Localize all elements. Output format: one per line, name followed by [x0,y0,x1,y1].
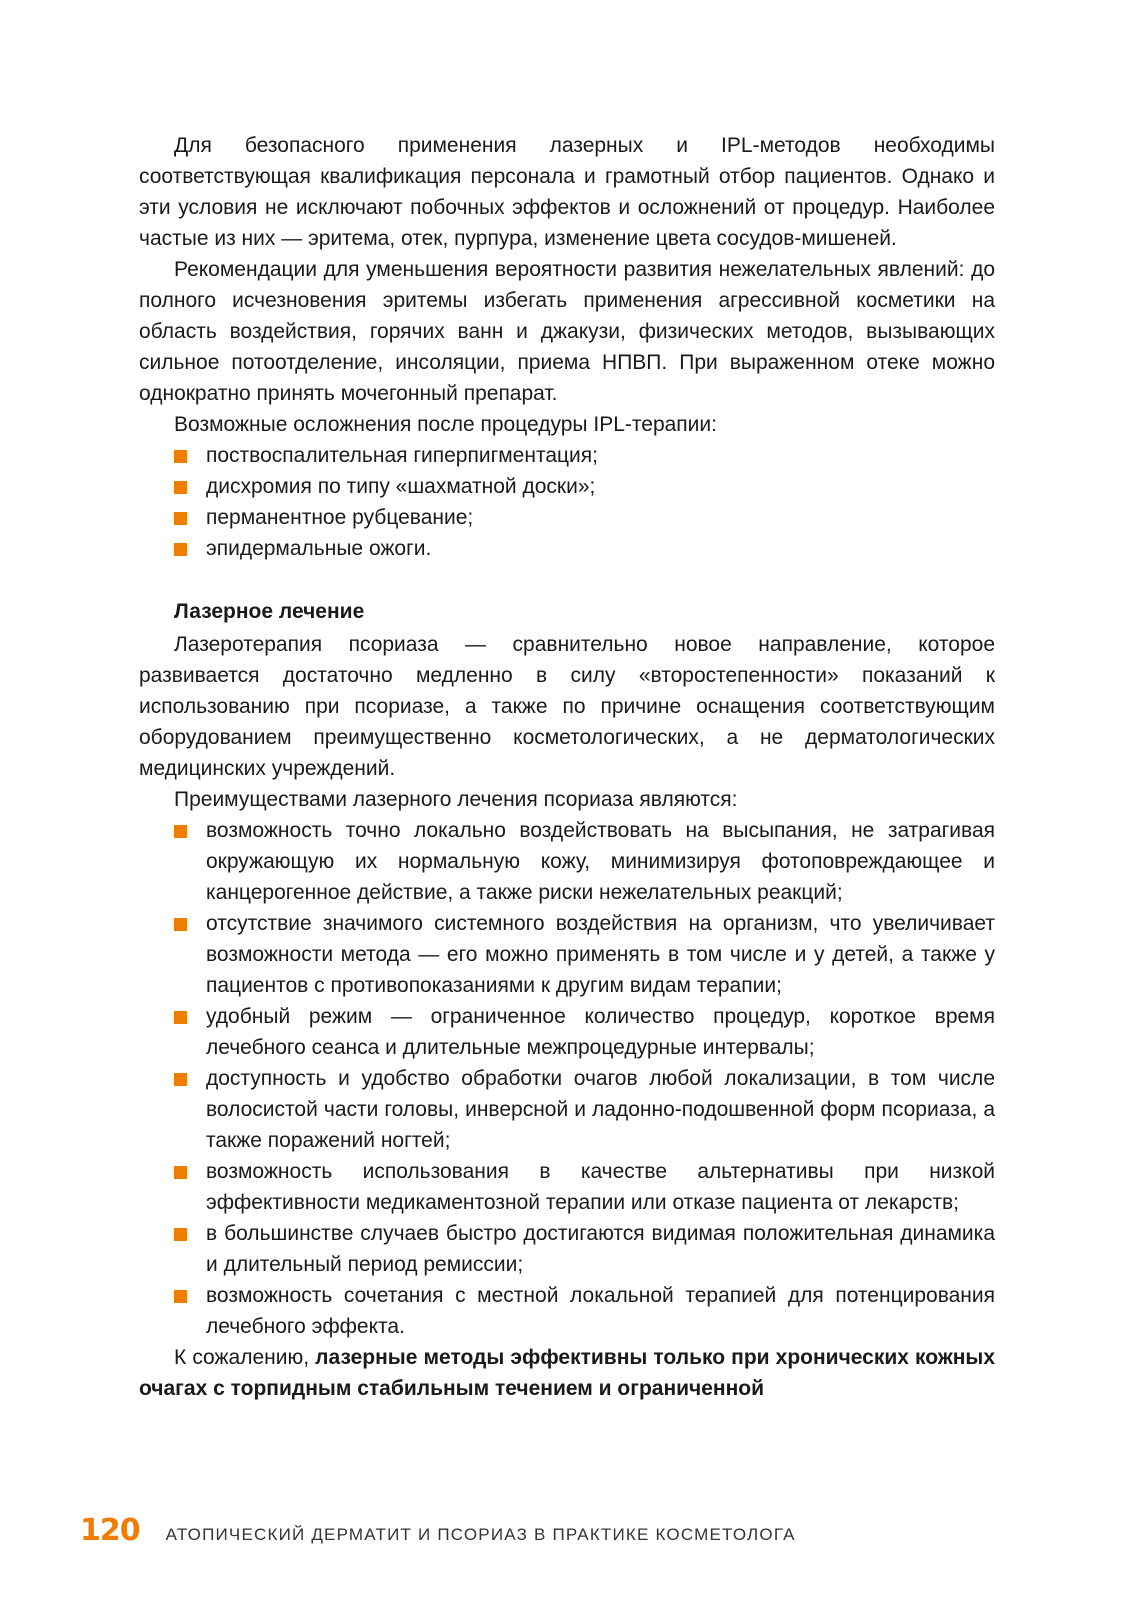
paragraph-advantages-intro: Преимуществами лазерного лечения псориаза являются: [174,788,738,811]
square-bullet-icon [174,543,187,556]
list-item [139,815,995,908]
square-bullet-icon [174,825,187,838]
page-footer [80,1513,796,1553]
paragraph-safety: Для безопасного применения лазерных и IPL-методов необходимы соответствующая квалификация персонала и грамотный отбор пациентов. Однако и эти условия не исключают побочных эффектов и осложнений от процедур. Наиболее частые из них — эритема, отек, пурпура, изменение цвета сосудов-мишеней. [139,134,995,250]
advantages-list [139,815,995,1342]
list-item [139,1001,995,1063]
square-bullet-icon [174,450,187,463]
square-bullet-icon [174,918,187,931]
square-bullet-icon [174,512,187,525]
list-item [139,533,995,564]
square-bullet-icon [174,1290,187,1303]
square-bullet-icon [174,1073,187,1086]
list-item-text: дисхромия по типу «шахматной доски»; [206,475,596,498]
list-item [139,1218,995,1280]
paragraph-laser-intro: Лазеротерапия псориаза — сравнительно новое направление, которое развивается достаточно медленно в силу «второстепенности» показаний к использованию при псориазе, а также по причине оснащения соответствующим оборудованием преимущественно косметологических, а не дерматологических медицинских учреждений. [139,633,995,780]
list-item-text: в большинстве случаев быстро достигаются видимая положительная динамика и длительный период ремиссии; [206,1222,995,1276]
list-item-text: отсутствие значимого системного воздействия на организм, что увеличивает возможности метода — его можно применять в том числе и у детей, а также у пациентов с противопоказаниями к другим видам терапии; [206,912,995,997]
list-item-text: возможность точно локально воздействовать на высыпания, не затрагивая окружающую их нормальную кожу, минимизируя фотоповреждающее и канцерогенное действие, а также риски нежелательных реакций; [206,819,995,904]
list-item-text: доступность и удобство обработки очагов любой локализации, в том числе волосистой части головы, инверсной и ладонно-подошвенной форм псориаза, а также поражений ногтей; [206,1067,995,1152]
list-item [139,440,995,471]
square-bullet-icon [174,1011,187,1024]
list-item [139,471,995,502]
list-item-text: удобный режим — ограниченное количество процедур, короткое время лечебного сеанса и длительные межпроцедурные интервалы; [206,1005,995,1059]
list-item [139,502,995,533]
complications-list [139,440,995,564]
list-item [139,908,995,1001]
list-item-text: поствоспалительная гиперпигментация; [206,444,598,467]
list-item-text: перманентное рубцевание; [206,506,474,529]
list-item [139,1063,995,1156]
paragraph-conclusion [139,1342,995,1404]
section-heading: Лазерное лечение [174,600,365,623]
conclusion-emphasis: лазерные методы эффективны только при хронических кожных очагах с торпидным стабильным течением и ограниченной [139,1346,996,1400]
list-item [139,1156,995,1218]
list-item [139,1280,995,1342]
square-bullet-icon [174,1166,187,1179]
page-number: 120 [80,1513,140,1548]
page-body [139,130,995,1404]
square-bullet-icon [174,1228,187,1241]
running-title: АТОПИЧЕСКИЙ ДЕРМАТИТ И ПСОРИАЗ В ПРАКТИКЕ КОСМЕТОЛОГА [165,1525,796,1544]
paragraph-recommendations: Рекомендации для уменьшения вероятности развития нежелательных явлений: до полного исчезновения эритемы избегать применения агрессивной косметики на область воздействия, горячих ванн и джакузи, физических методов, вызывающих сильное потоотделение, инсоляции, приема НПВП. При выраженном отеке можно однократно принять мочегонный препарат. [139,258,995,405]
square-bullet-icon [174,481,187,494]
list-item-text: возможность использования в качестве альтернативы при низкой эффективности медикаментозной терапии или отказе пациента от лекарств; [206,1160,995,1214]
paragraph-complications-intro: Возможные осложнения после процедуры IPL-терапии: [174,413,717,436]
list-item-text: эпидермальные ожоги. [206,537,432,560]
conclusion-text: К сожалению, [174,1346,316,1369]
list-item-text: возможность сочетания с местной локальной терапией для потенцирования лечебного эффекта. [206,1284,995,1338]
